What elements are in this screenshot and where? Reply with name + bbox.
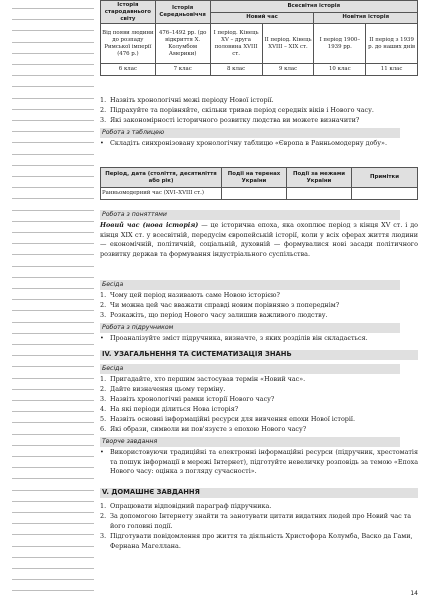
note-line [12, 288, 94, 289]
textbook-heading: Робота з підручником [100, 323, 400, 333]
note-line [12, 467, 94, 468]
col-new-time: Новий час [210, 12, 314, 24]
note-line [12, 523, 94, 524]
note-line [12, 176, 94, 177]
grade-cell: 8 клас [210, 64, 262, 76]
section-heading: V. ДОМАШНЄ ЗАВДАННЯ [100, 488, 418, 498]
page-number: 14 [410, 590, 418, 597]
table-header: Події на теренах України [222, 168, 287, 188]
note-line [12, 64, 94, 65]
note-line [12, 310, 94, 311]
list-item: 3. Назвіть хронологічні рамки історії Нового часу? [100, 395, 275, 403]
list-item: 3. Які закономірності історичного розвитку людства ви можете визначити? [100, 116, 360, 124]
col-newest-history: Новітня історія [314, 12, 418, 24]
note-line [12, 445, 94, 446]
note-line [12, 490, 94, 491]
note-line [12, 366, 94, 367]
note-line [12, 568, 94, 569]
section-heading: IV. УЗАГАЛЬНЕННЯ ТА СИСТЕМАТИЗАЦІЯ ЗНАНЬ [100, 350, 418, 360]
table-cell: ІІ період з 1939 р. до наших днів [366, 24, 418, 64]
history-periods-table [100, 0, 418, 76]
talk-heading: Бесіда [100, 280, 400, 290]
note-line [12, 165, 94, 166]
note-line [12, 86, 94, 87]
grade-cell: 11 клас [366, 64, 418, 76]
list-item: 2. Підрахуйте та порівняйте, скільки тривав період середніх віків і Нового часу. [100, 106, 374, 114]
note-line [12, 131, 94, 132]
note-line [12, 512, 94, 513]
note-line [12, 210, 94, 211]
note-line [12, 42, 94, 43]
note-line [12, 344, 94, 345]
note-line [12, 277, 94, 278]
note-line [12, 232, 94, 233]
note-lines [0, 0, 96, 600]
table-task-heading: Робота з таблицею [100, 128, 400, 138]
table-cell [287, 188, 352, 200]
note-line [12, 154, 94, 155]
table-header: Події за межами України [287, 168, 352, 188]
note-line [12, 221, 94, 222]
note-line [12, 198, 94, 199]
note-line [12, 8, 94, 9]
note-line [12, 590, 94, 591]
note-line [12, 378, 94, 379]
note-line [12, 422, 94, 423]
list-item: 3. Розкажіть, що період Нового часу залишив важливого людству. [100, 311, 328, 319]
list-item: 6. Які образи, символи ви пов'язуєте з епохою Нового часу? [100, 425, 307, 433]
note-line [12, 333, 94, 334]
table-cell [222, 188, 287, 200]
col-world-history: Всесвітня історія [210, 1, 417, 13]
note-line [12, 98, 94, 99]
grade-cell: 6 клас [101, 64, 156, 76]
list-item: 2. Чи можна цей час вважати справді новим порівняно з попереднім? [100, 301, 340, 309]
col-middle-ages: Історія Середньовіччя [155, 1, 210, 24]
list-item: • Використовуючи традиційні та електронні інформаційні ресурси (підручник, хрестоматія та пошук інформації в мережі Інтернет), підготуйте невеличку розповідь за темою «Епоха Нового часу: оцінка з погляду сучасності». [100, 448, 418, 475]
list-item: 1. Опрацювати відповідний параграф підручника. [100, 502, 272, 510]
list-item: 2. Дайте визначення цьому терміну. [100, 385, 226, 393]
note-line [12, 19, 94, 20]
table-cell: Від появи людини до розпаду Римської імперії (476 р.) [101, 24, 156, 64]
note-line [12, 243, 94, 244]
grade-cell: 9 клас [262, 64, 314, 76]
note-line [12, 266, 94, 267]
note-line [12, 411, 94, 412]
list-item: • Проаналізуйте зміст підручника, визначте, з яких розділів він складається. [100, 334, 368, 342]
note-line [12, 187, 94, 188]
table-cell [352, 188, 418, 200]
concepts-heading: Робота з поняттями [100, 210, 400, 220]
note-line [12, 142, 94, 143]
note-line [12, 299, 94, 300]
note-line [12, 456, 94, 457]
list-item: 1. Чому цей період називають саме Новою історією? [100, 291, 280, 299]
grade-cell: 10 клас [314, 64, 366, 76]
list-item: 2. За допомогою Інтернету знайти та занотувати цитати видатних людей про Новий час та його головні події. [100, 512, 412, 530]
note-line [12, 434, 94, 435]
note-line [12, 355, 94, 356]
talk2-heading: Бесіда [100, 364, 400, 374]
note-line [12, 478, 94, 479]
col-ancient: Історія стародавнього світу [101, 1, 156, 24]
table-cell: 476–1492 рр. (до відкриття Х. Колумбом Америки) [155, 24, 210, 64]
table-cell: ІІ період. Кінець XVIII – XIX ст. [262, 24, 314, 64]
table-cell: І період. Кінець XV – друга половина XVIII ст. [210, 24, 262, 64]
note-line [12, 53, 94, 54]
table-cell: Ранньомодерний час (XVI–XVIII ст.) [101, 188, 222, 200]
list-item: 1. Пригадайте, хто першим застосував термін «Новий час». [100, 375, 306, 383]
note-line [12, 389, 94, 390]
list-item: • Складіть синхронізовану хронологічну таблицю «Європа в Ранньомодерну добу». [100, 139, 387, 147]
page-content [100, 0, 418, 600]
note-line [12, 30, 94, 31]
table-cell: І період 1900–1939 рр. [314, 24, 366, 64]
note-line [12, 534, 94, 535]
list-item: 1. Назвіть хронологічні межі періоду Нової історії. [100, 96, 274, 104]
note-line [12, 322, 94, 323]
concept-definition: Новий час (нова історія) — це історична епоха, яка охоплює період з кінця XV ст. і до кінця XIX ст. у всесвітній, передусім європейській історії, коли у всіх сферах життя людини — економічній, політичній, соціальній, духовній — формувалися нові засади політичного розвитку держав та формування індустріального суспільства. [100, 221, 418, 258]
grade-cell: 7 клас [155, 64, 210, 76]
list-item: 5. Назвіть основні інформаційні ресурси для вивчення епохи Нової історії. [100, 415, 356, 423]
sync-table [100, 167, 418, 200]
note-line [12, 546, 94, 547]
note-line [12, 254, 94, 255]
creative-heading: Творче завдання [100, 437, 400, 447]
note-line [12, 120, 94, 121]
note-line [12, 75, 94, 76]
table-header: Період, дата (століття, десятиліття або рік) [101, 168, 222, 188]
list-item: 4. На які періоди ділиться Нова історія? [100, 405, 239, 413]
note-line [12, 557, 94, 558]
note-line [12, 579, 94, 580]
note-line [12, 400, 94, 401]
table-header: Примітки [352, 168, 418, 188]
note-line [12, 501, 94, 502]
note-line [12, 109, 94, 110]
list-item: 3. Підготувати повідомлення про життя та діяльність Христофора Колумба, Васко да Гами, Фернана Магеллана. [100, 532, 413, 550]
